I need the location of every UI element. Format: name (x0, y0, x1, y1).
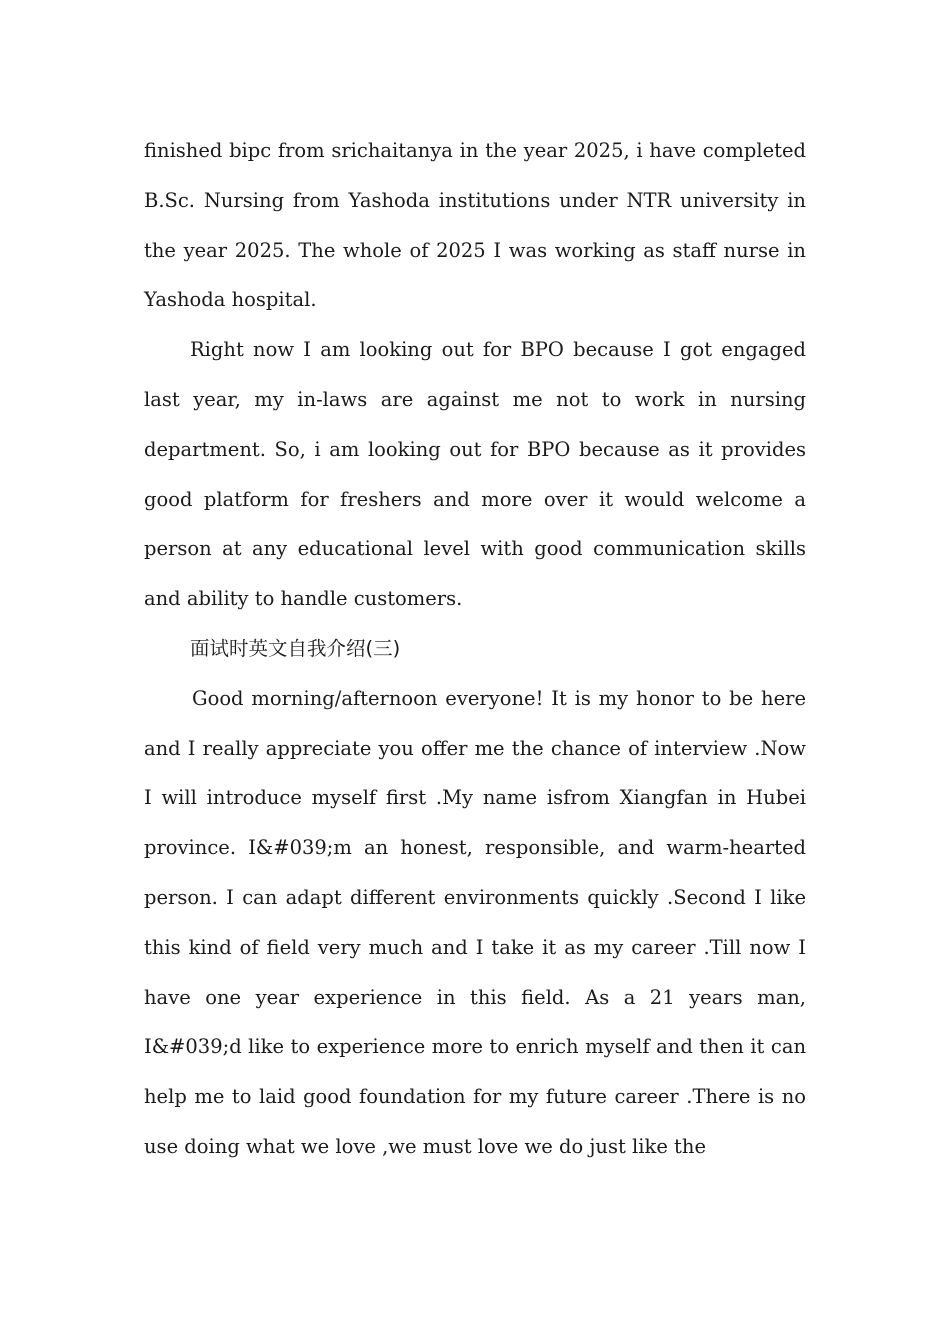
document-body (144, 126, 806, 1172)
paragraph-self-introduction: Good morning/afternoon everyone! It is my honor to be here and I really appreciate you offer me the chance of interview .Now I will introduce myself first .My name isfrom Xiangfan in Hubei province. I&#039;m an honest, responsible, and warm-hearted person. I can adapt different environments quickly .Second I like this kind of field very much and I take it as my career .Till now I have one year experience in this field. As a 21 years man, I&#039;d like to experience more to enrich myself and then it can help me to laid good foundation for my future career .There is no use doing what we love ,we must love we do just like the (144, 686, 806, 1158)
paragraph-bpo-reason: Right now I am looking out for BPO because I got engaged last year, my in-laws are against me not to work in nursing department. So, i am looking out for BPO because as it provides good platform for freshers and more over it would welcome a person at any educational level with good communication skills and ability to handle customers. (144, 338, 806, 611)
section-heading: 面试时英文自我介绍(三) (190, 636, 401, 660)
paragraph-education: finished bipc from srichaitanya in the year 2025, i have completed B.Sc. Nursing from Yashoda institutions under NTR university in the year 2025. The whole of 2025 I was working as staff nurse in Yashoda hospital. (144, 139, 806, 312)
